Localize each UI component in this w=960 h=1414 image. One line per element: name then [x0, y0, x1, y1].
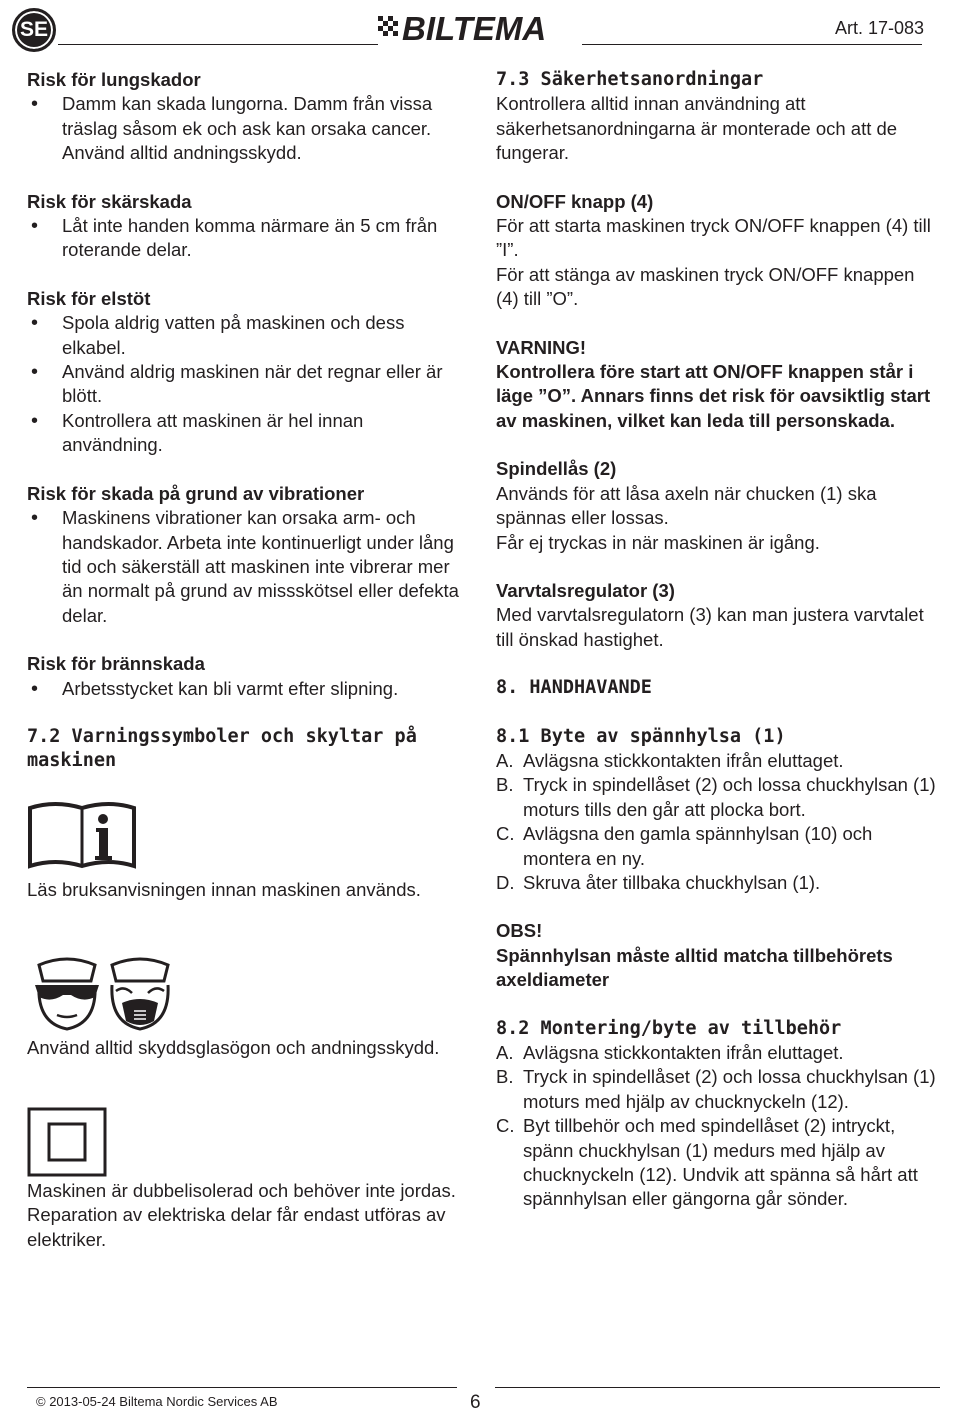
manual-caption: Läs bruksanvisningen innan maskinen används.	[27, 879, 421, 900]
left-column	[27, 68, 467, 774]
vibration-risk-heading: Risk för skada på grund av vibrationer	[27, 482, 365, 504]
section-7-2-heading: 7.2 Varningssymboler och skyltar på maskinen	[27, 725, 417, 772]
safety-glasses-face-icon	[27, 955, 107, 1035]
burn-risk-bullet: • Arbetsstycket kan bli varmt efter slipning.	[27, 677, 467, 701]
header-rule-right	[582, 44, 922, 45]
step-text: Tryck in spindellåset (2) och lossa chuckhylsan (1) moturs med hjälp av chucknyckeln (12).	[523, 1066, 936, 1112]
brand-logo	[378, 10, 582, 44]
section-7-3-heading: 7.3 Säkerhetsanordningar	[496, 69, 764, 90]
double-insulation-caption-block	[27, 1179, 457, 1252]
step-letter: B.	[496, 1066, 514, 1088]
speed-regulator-heading: Varvtalsregulator (3)	[496, 579, 675, 601]
copyright-text: © 2013-05-24 Biltema Nordic Services AB	[36, 1394, 278, 1409]
step-letter: B.	[496, 774, 514, 796]
onoff-start-text: För att starta maskinen tryck ON/OFF knappen (4) till ”I”.	[496, 215, 931, 261]
step-letter: A.	[496, 749, 514, 771]
onoff-stop-text: För att stänga av maskinen tryck ON/OFF knappen (4) till ”O”.	[496, 263, 915, 310]
shock-risk-bullet: • Använd aldrig maskinen när det regnar eller är blött.	[27, 360, 467, 409]
step-text: Avlägsna stickkontakten ifrån eluttaget.	[523, 749, 844, 771]
ppe-caption: Använd alltid skyddsglasögon och andningsskydd.	[27, 1037, 440, 1058]
step-8-2-b	[496, 1065, 941, 1114]
obs-heading: OBS!	[496, 920, 543, 942]
brand-name: BILTEMA	[402, 10, 547, 44]
step-8-1-c	[496, 822, 941, 871]
step-text: Byt tillbehör och med spindellåset (2) intryckt, spänn chuckhylsan (1) medurs med hjälp av chucknyckeln (12). Undvik att spänna så hårt att spännhylsan eller gängorna går sönder.	[523, 1115, 918, 1210]
right-column	[496, 68, 941, 1212]
step-text: Skruva åter tillbaka chuckhylsan (1).	[523, 871, 821, 893]
vibration-risk-bullet: • Maskinens vibrationer kan orsaka arm- och handskador. Arbeta inte kontinuerligt under lång tid och säkerställ att maskinen inte vibrerar mer än normalt på grund av missskötsel eller defekta delar.	[27, 506, 467, 628]
respirator-face-icon	[100, 955, 180, 1035]
double-insulation-caption: Maskinen är dubbelisolerad och behöver inte jordas. Reparation av elektriska delar får endast utföras av elektriker.	[27, 1180, 456, 1250]
ppe-caption-block	[27, 1036, 447, 1060]
warning-heading: VARNING!	[496, 336, 587, 358]
section-8-2-heading: 8.2 Montering/byte av tillbehör	[496, 1017, 842, 1039]
article-number: Art. 17-083	[834, 18, 924, 38]
cut-risk-bullet: • Låt inte handen komma närmare än 5 cm från roterande delar.	[27, 214, 467, 263]
step-text: Avlägsna stickkontakten ifrån eluttaget.	[523, 1042, 844, 1063]
step-letter: C.	[496, 1115, 515, 1137]
step-8-2-c	[496, 1114, 941, 1212]
section-8-heading: 8. HANDHAVANDE	[496, 677, 652, 699]
shock-risk-heading: Risk för elstöt	[27, 287, 151, 309]
footer-rule-left	[27, 1387, 457, 1388]
double-insulation-icon	[27, 1107, 107, 1177]
step-8-1-d	[496, 871, 941, 895]
burn-risk-heading: Risk för brännskada	[27, 653, 205, 675]
cut-risk-heading: Risk för skärskada	[27, 190, 192, 212]
page-number: 6	[470, 1392, 481, 1413]
footer-rule-right	[495, 1387, 940, 1388]
step-text: Tryck in spindellåset (2) och lossa chuckhylsan (1) moturs tills den går att plocka bort.	[523, 774, 936, 820]
lung-risk-bullet: • Damm kan skada lungorna. Damm från vissa träslag såsom ek och ask kan orsaka cancer. Använd alltid andningsskydd.	[27, 92, 467, 165]
speed-regulator-text: Med varvtalsregulatorn (3) kan man justera varvtalet till önskad hastighet.	[496, 604, 924, 650]
language-badge: SE	[12, 8, 56, 52]
section-8-1-heading: 8.1 Byte av spännhylsa (1)	[496, 725, 786, 747]
header-rule-left	[58, 44, 378, 45]
step-8-1-b	[496, 773, 941, 822]
step-8-2-a	[496, 1041, 941, 1065]
step-text: Avlägsna den gamla spännhylsan (10) och montera en ny.	[523, 823, 873, 869]
section-7-3-text: Kontrollera alltid innan användning att säkerhetsanordningarna är monterade och att de fungerar.	[496, 93, 898, 164]
onoff-heading: ON/OFF knapp (4)	[496, 190, 654, 212]
manual-info-icon	[27, 800, 137, 870]
step-letter: C.	[496, 823, 515, 845]
lung-risk-heading: Risk för lungskador	[27, 69, 201, 90]
manual-caption-block	[27, 878, 427, 902]
spindle-lock-heading: Spindellås (2)	[496, 458, 617, 480]
spindle-lock-note: Får ej tryckas in när maskinen är igång.	[496, 531, 820, 553]
spindle-lock-text: Används för att låsa axeln när chucken (1) ska spännas eller lossas.	[496, 482, 877, 529]
warning-text: Kontrollera före start att ON/OFF knappen står i läge ”O”. Annars finns det risk för oavsiktlig start av maskinen, vilket kan leda till personskada.	[496, 361, 931, 431]
step-8-1-a	[496, 749, 941, 773]
obs-text: Spännhylsan måste alltid matcha tillbehörets axeldiameter	[496, 944, 893, 991]
step-letter: A.	[496, 1042, 514, 1063]
shock-risk-bullet: • Spola aldrig vatten på maskinen och dess elkabel.	[27, 311, 467, 360]
step-letter: D.	[496, 871, 515, 893]
shock-risk-bullet: • Kontrollera att maskinen är hel innan användning.	[27, 409, 467, 458]
